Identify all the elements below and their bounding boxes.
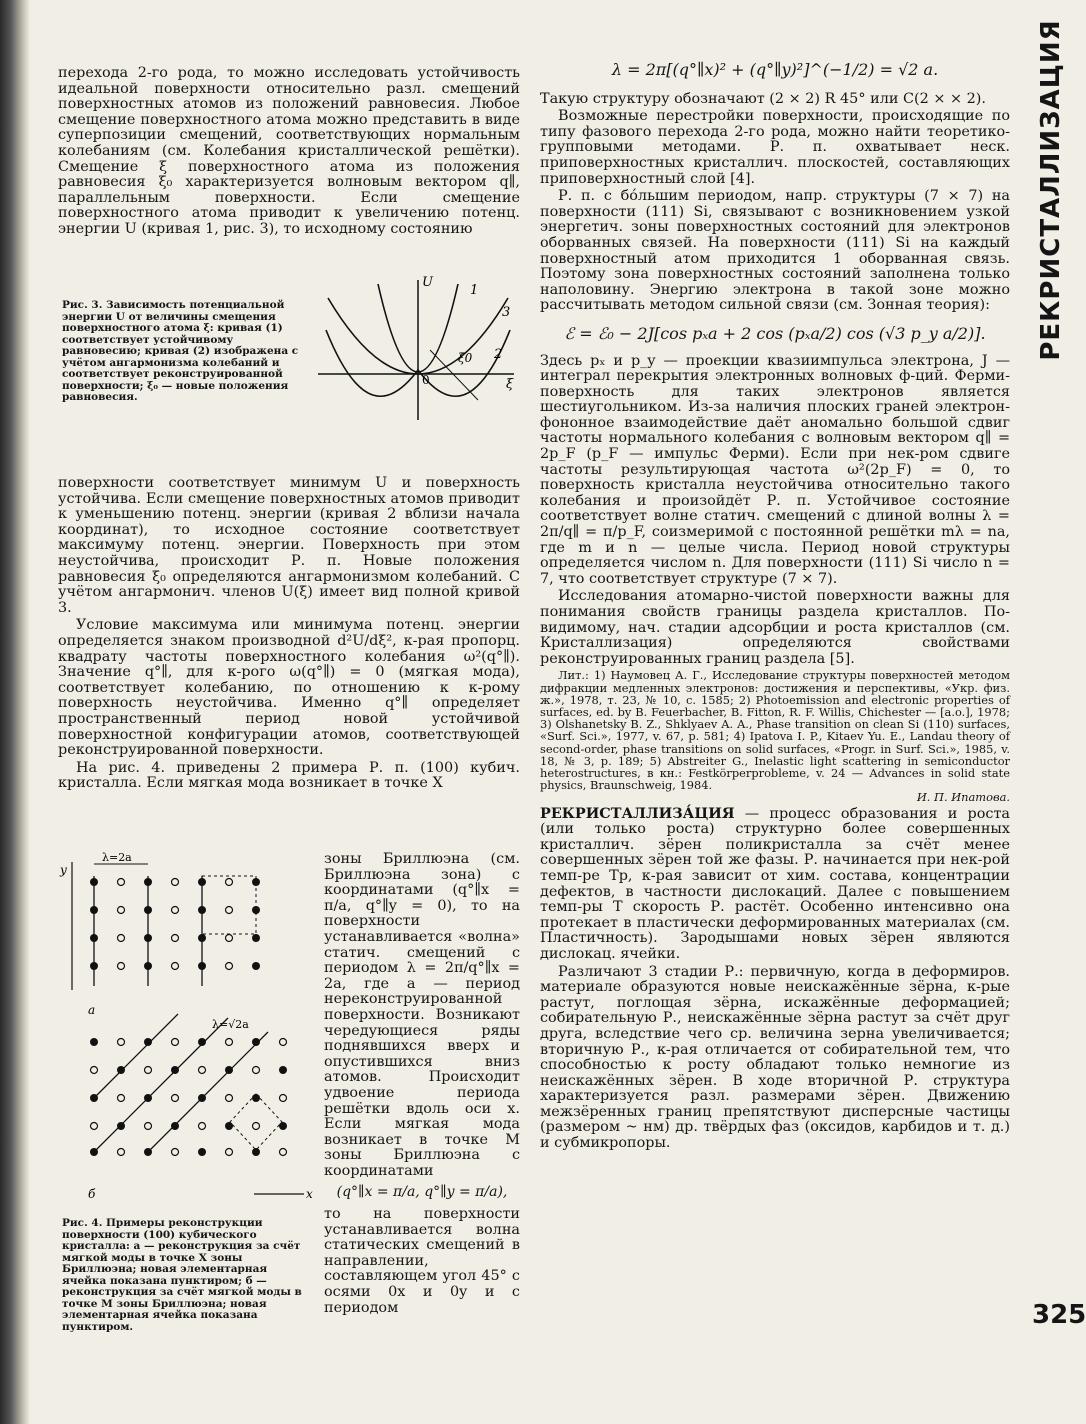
fig3-label-1: 1 (470, 283, 479, 298)
page-binding-shadow (0, 0, 30, 1424)
fig4-label-y: y (60, 863, 67, 877)
fig4-diagram (58, 852, 316, 1208)
fig4-label-lambda-b: λ=√2a (212, 1018, 249, 1031)
right-paragraph-1: Такую структуру обозначают (2 × 2) R 45° или C(2 × × 2). (540, 90, 986, 107)
right-column (540, 62, 1010, 1154)
left-column-middle (58, 476, 520, 794)
fig4-a-atoms (90, 878, 260, 970)
right-paragraph-5: Исследования атомарно-чистой поверхности важны для понимания свойств границы раздела кристаллов. По-видимому, нач. стадии адсорбции и роста кристаллов (см. Кристаллизация) определяются свойствами реконструированных границ раздела [5]. (540, 588, 1010, 667)
article-author: И. П. Ипатова. (916, 790, 1010, 805)
running-header (1028, 19, 1074, 361)
fig4-caption-text: Рис. 4. Примеры реконструкции поверхности (100) кубического кристалла: а — реконструкция за счёт мягкой моды в точке X зоны Бриллюэна; новая элементарная ячейка показана пунктиром; б — реконструкция за счёт мягкой моды в точке M зоны Бриллюэна; новая элементарная ячейка показана пунктиром. (62, 1217, 302, 1333)
fig3-label-xi: ξ (506, 377, 514, 392)
fig3-label-2: 2 (494, 347, 503, 362)
running-header-text: РЕКРИСТАЛЛИЗАЦИЯ (1036, 19, 1066, 361)
fig3-label-zero: 0 (422, 373, 430, 387)
fig4-label-a: а (88, 1003, 96, 1017)
fig3-label-3: 3 (502, 305, 511, 320)
left-paragraph-4: На рис. 4. приведены 2 примера Р. п. (100) кубич. кристалла. Если мягкая мода возникает в точке X (58, 759, 520, 792)
fig4-label-b: б (88, 1187, 96, 1201)
left-paragraph-6: то на поверхности устанавливается волна статических смещений в направлении, составляющем угол 45° с осями 0x и 0y и с периодом (324, 1206, 520, 1316)
fig3-label-xi0: ξ0 (458, 351, 473, 365)
recrystallization-term: РЕКРИСТАЛЛИЗА́ЦИЯ (540, 804, 735, 822)
fig4-label-lambda-a: λ=2a (102, 851, 132, 864)
fig4-caption (62, 1218, 306, 1333)
fig4-b-lattice (94, 1014, 282, 1152)
right-formula-3: ℰ = ℰ₀ − 2J[cos pₓa + 2 cos (pₓa/2) cos (√3 p_y a/2)]. (564, 323, 986, 343)
left-paragraph-1: перехода 2-го рода, то можно исследовать устойчивость идеальной поверхности относительно разл. смещений поверхностных атомов из положений равновесия. Любое смещение поверхностного атома можно представить в виде суперпозиции смещений, соответствующих нормальным колебаниям (см. Колебания кристаллической решётки). Смещение ξ поверхностного атома из положения равновесия ξ₀ характеризуется волновым вектором q∥, параллельным поверхности. Если смещение поверхностного атома приводит к увеличению потенц. энергии U (кривая 1, рис. 3), то исходному состоянию (58, 65, 520, 237)
recrystallization-stages: Различают 3 стадии Р.: первичную, когда в деформиров. материале образуются новые неискажённые зёрна, к-рые растут, поглощая зёрна, искажённые деформацией; собирательную Р., неискажённые зёрна растут за счёт друг друга, вследствие чего ср. величина зерна увеличивается; вторичную Р., к-рая отличается от собирательной тем, что способностью к росту обладают только немногие из неискажённых зёрен. В ходе вторичной Р. структура характеризуется разл. размерами зёрен. Движению межзёренных границ препятствуют дисперсные частицы (размером ~ нм) др. твёрдых фаз (оксидов, карбидов и т. д.) и субмикропоры. (540, 963, 1010, 1152)
page-number: 325 (1032, 1300, 1086, 1330)
literature-list: Лит.: 1) Наумовец А. Г., Исследование структуры поверхностей методом дифракции медленных электронов: достижения и перспективы, «Укр. физ. ж.», 1978, т. 23, № 10, с. 1585; 2) Photoemission and electronic properties of surfaces, ed. by B. Feuerbacher, B. Fitton, R. F. Willis, Chichester — [a.o.], 1978; 3) Olshanetsky B. Z., Shklyaev A. A., Phase transition on clean Si (110) surfaces, «Surf. Sci.», 1977, v. 67, p. 581; 4) Ipatova I. P., Kitaev Yu. E., Landau theory of second-order, phase transitions on solid surfaces, «Progr. in Surf. Sci.», 1985, v. 18, № 3, p. 189; 5) Abstreiter G., Inelastic light scattering in semiconductor heterostructures, в кн.: Festkörperprobleme, v. 24 — Advances in solid state physics, Braunschweig, 1984. (540, 668, 1010, 793)
left-column-top (58, 66, 520, 240)
right-formula-1: λ = 2π[(q°∥x)² + (q°∥y)²]^(−1/2) = √2 a. (611, 60, 939, 79)
fig3-label-u: U (422, 275, 433, 290)
recrystallization-entry (540, 806, 1010, 963)
fig3-caption (62, 300, 312, 404)
recrystallization-definition: — процесс образования и роста (или только роста) структурно более совершенных кристаллич. зёрен поликристалла за счёт менее совершенных зёрен той же фазы. Р. начинается при нек-рой темп-ре Tр, к-рая зависит от хим. состава, концентрации дефектов, в частности дислокаций. Далее с повышением темп-ры T скорость Р. растёт. Особенно интенсивно она протекает в пластически деформированных материалах (см. Пластичность). Зародышами новых зёрен являются дислокац. ячейки. (540, 805, 1010, 962)
left-paragraph-2: поверхности соответствует минимум U и поверхность устойчива. Если смещение поверхностных атомов приводит к уменьшению потенц. энергии (кривая 2 вблизи начала координат), то исходное состояние соответствует максимуму потенц. энергии. Поверхность при этом неустойчива, происходит Р. п. Новые положения равновесия ξ₀ определяются ангармонизмом колебаний. С учётом ангармонич. членов U(ξ) имеет вид полной кривой 3. (58, 475, 520, 616)
right-paragraph-4: Здесь pₓ и p_y — проекции квазиимпульса электрона, J — интеграл перекрытия электронных волновых ф-ций. Ферми-поверхность для таких электронов является шестиугольником. Из-за наличия плоских граней электрон-фононное взаимодействие даёт аномально большой сдвиг частоты нормального колебания с волновым вектором q∥ = 2p_F (p_F — импульс Ферми). Если при нек-ром сдвиге частоты результирующая частота ω²(2p_F) = 0, то поверхность кристалла неустойчива относительно такого колебания и произойдёт Р. п. Устойчивое состояние соответствует волне статич. смещений с длиной волны λ = 2π/q∥ = π/p_F, соизмеримой с постоянной решётки mλ = na, где m и n — целые числа. Период новой структуры определяется числом n. Для поверхности (111) Si число n = 7, что соответствует структуре (7 × 7). (540, 352, 1010, 587)
fig3-diagram (318, 270, 524, 430)
fig4-label-x: x (306, 1187, 313, 1201)
fig3-caption-text: Рис. 3. Зависимость потенциальной энергии U от величины смещения поверхностного атома ξ: кривая (1) соответствует устойчивому равновесию; кривая (2) изображена с учётом ангармонизма колебаний и соответствует реконструированной поверхности; ξ₀ — новые положения равновесия. (62, 299, 299, 403)
left-column-beside-fig4 (324, 852, 520, 1318)
right-paragraph-2: Возможные перестройки поверхности, происходящие по типу фазового перехода 2-го рода, можно найти теоретико-групповыми методами. Р. п. охватывает неск. приповерхностных кристаллич. плоскостей, составляющих приповерхностный слой [4]. (540, 108, 1010, 187)
right-paragraph-3: Р. п. с бóльшим периодом, напр. структуры (7 × 7) на поверхности (111) Si, связывают с возникновением узкой энергетич. зоны поверхностных состояний для электронов оборванных связей. На поверхности (111) Si на каждый поверхностный атом приходится 1 оборванная связь. Поэтому зона поверхностных состояний заполнена только наполовину. Энергию электрона в такой зоне можно рассчитывать методом сильной связи (см. Зонная теория): (540, 188, 1010, 314)
left-formula-2: (q°∥x = π/a, q°∥y = π/a), (336, 1184, 508, 1201)
left-paragraph-3: Условие максимума или минимума потенц. энергии определяется знаком производной d²U/dξ², к-рая пропорц. квадрату частоты поверхностного колебания ω²(q°∥). Значение q°∥, для к-рого ω(q°∥) = 0 (мягкая мода), соответствует колебанию, по отношению к к-рому поверхность неустойчива. Именно q°∥ определяет пространственный период новой устойчивой поверхностной конфигурации атомов, соответствующей реконструированной поверхности. (58, 617, 520, 759)
fig4-a-open-atoms (118, 879, 233, 970)
left-paragraph-5: зоны Бриллюэна (см. Бриллюэна зона) с координатами (q°∥x = π/a, q°∥y = 0), то на поверхности устанавливается «волна» статич. смещений с периодом λ = 2π/q°∥x = 2a, где a — период нереконструированной поверхности. Возникают чередующиеся ряды поднявшихся вверх и опустившихся вниз атомов. Происходит удвоение периода решётки вдоль оси x. Если мягкая мода возникает в точке M зоны Бриллюэна с координатами (324, 851, 520, 1179)
